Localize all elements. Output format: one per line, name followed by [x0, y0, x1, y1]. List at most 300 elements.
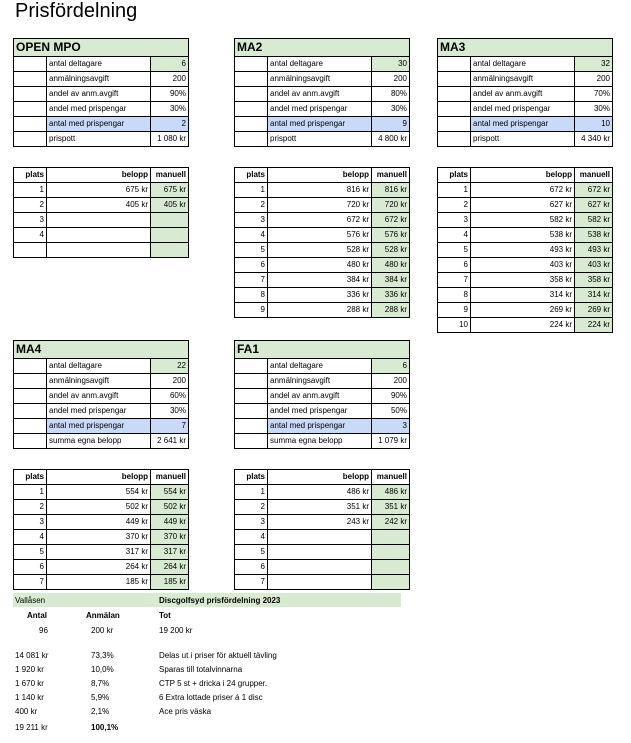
param-row: [438, 57, 613, 72]
param-row: [235, 87, 410, 102]
belopp-cell: [268, 560, 372, 575]
division-block: [234, 38, 410, 318]
plats-cell: 3: [14, 515, 47, 530]
table-row: [14, 575, 189, 590]
param-label: antal deltagare: [268, 57, 372, 72]
summary-line-amount: 14 081 kr: [15, 651, 49, 660]
division-block: [13, 340, 189, 590]
param-row: [235, 57, 410, 72]
col-header-manuell: manuell: [151, 168, 189, 183]
col-header-manuell: manuell: [372, 470, 410, 485]
belopp-cell: [47, 243, 151, 258]
division-params-table: [234, 340, 410, 449]
plats-cell: 5: [235, 243, 268, 258]
pot-label: summa egna belopp: [268, 434, 372, 449]
division-name: MA3: [438, 39, 613, 57]
manuell-cell[interactable]: 816 kr: [372, 183, 410, 198]
param-label: anmälningsavgift: [471, 72, 575, 87]
manuell-cell[interactable]: 351 kr: [372, 500, 410, 515]
plats-cell: 8: [235, 288, 268, 303]
table-row: [235, 258, 410, 273]
param-value[interactable]: 200: [575, 72, 613, 87]
table-row: [438, 228, 613, 243]
manuell-cell[interactable]: 317 kr: [151, 545, 189, 560]
manuell-cell[interactable]: 675 kr: [151, 183, 189, 198]
param-row: [235, 117, 410, 132]
param-row: [14, 102, 189, 117]
table-row: [14, 560, 189, 575]
pot-label: prispott: [471, 132, 575, 147]
manuell-cell[interactable]: [372, 530, 410, 545]
table-row: [235, 228, 410, 243]
belopp-cell: 336 kr: [268, 288, 372, 303]
manuell-cell[interactable]: 480 kr: [372, 258, 410, 273]
division-block: [437, 38, 613, 333]
summary-section: [13, 593, 403, 738]
col-header-belopp: belopp: [47, 470, 151, 485]
manuell-cell[interactable]: 358 kr: [575, 273, 613, 288]
plats-cell: 2: [14, 198, 47, 213]
manuell-cell[interactable]: 288 kr: [372, 303, 410, 318]
plats-cell: 1: [14, 485, 47, 500]
belopp-cell: 528 kr: [268, 243, 372, 258]
belopp-cell: 816 kr: [268, 183, 372, 198]
division-params-table: [13, 340, 189, 449]
param-value[interactable]: 32: [575, 57, 613, 72]
param-row: [14, 389, 189, 404]
manuell-cell[interactable]: [151, 228, 189, 243]
manuell-cell[interactable]: 576 kr: [372, 228, 410, 243]
belopp-cell: [268, 575, 372, 590]
param-row: [235, 389, 410, 404]
table-row: [235, 273, 410, 288]
summary-anmalan-value: 200 kr: [91, 626, 114, 635]
plats-cell: 4: [235, 228, 268, 243]
summary-col-anmalan: Anmälan: [86, 611, 120, 620]
param-value[interactable]: 200: [151, 374, 189, 389]
param-row: [438, 102, 613, 117]
belopp-cell: 224 kr: [471, 318, 575, 333]
pot-value: 4 800 kr: [372, 132, 410, 147]
table-row: [235, 213, 410, 228]
payout-table: [234, 469, 410, 590]
param-row: [438, 72, 613, 87]
param-label: antal med prispengar: [47, 117, 151, 132]
manuell-cell[interactable]: 538 kr: [575, 228, 613, 243]
param-row: [438, 117, 613, 132]
plats-cell: 7: [14, 575, 47, 590]
param-label: andel med prispengar: [47, 404, 151, 419]
belopp-cell: 582 kr: [471, 213, 575, 228]
belopp-cell: 269 kr: [471, 303, 575, 318]
division-name: MA2: [235, 39, 410, 57]
param-value[interactable]: 200: [372, 72, 410, 87]
manuell-cell[interactable]: 627 kr: [575, 198, 613, 213]
belopp-cell: 358 kr: [471, 273, 575, 288]
param-value[interactable]: 10: [575, 117, 613, 132]
plats-cell: 4: [235, 530, 268, 545]
col-header-belopp: belopp: [47, 168, 151, 183]
belopp-cell: 720 kr: [268, 198, 372, 213]
plats-cell: 2: [235, 198, 268, 213]
manuell-cell[interactable]: 384 kr: [372, 273, 410, 288]
table-row: [235, 183, 410, 198]
param-row: [235, 132, 410, 147]
belopp-cell: [268, 545, 372, 560]
belopp-cell: 449 kr: [47, 515, 151, 530]
belopp-cell: 314 kr: [471, 288, 575, 303]
param-label: andel med prispengar: [268, 404, 372, 419]
belopp-cell: 502 kr: [47, 500, 151, 515]
manuell-cell[interactable]: 554 kr: [151, 485, 189, 500]
plats-cell: 5: [438, 243, 471, 258]
col-header-plats: plats: [438, 168, 471, 183]
param-row: [235, 419, 410, 434]
manuell-cell[interactable]: 269 kr: [575, 303, 613, 318]
param-row: [235, 404, 410, 419]
plats-cell: 5: [235, 545, 268, 560]
belopp-cell: 403 kr: [471, 258, 575, 273]
table-row: [235, 560, 410, 575]
summary-line-amount: 1 140 kr: [15, 693, 44, 702]
payout-table: [437, 167, 613, 333]
table-row: [14, 500, 189, 515]
param-label: antal deltagare: [268, 359, 372, 374]
param-label: antal deltagare: [47, 359, 151, 374]
summary-line-amount: 1 920 kr: [15, 665, 44, 674]
plats-cell: 7: [438, 273, 471, 288]
summary-line-desc: 6 Extra lottade priser á 1 disc: [159, 693, 263, 702]
pot-label: summa egna belopp: [47, 434, 151, 449]
plats-cell: 4: [438, 228, 471, 243]
col-header-plats: plats: [14, 168, 47, 183]
table-row: [438, 273, 613, 288]
plats-cell: [14, 243, 47, 258]
manuell-cell[interactable]: 370 kr: [151, 530, 189, 545]
payout-table: [13, 167, 189, 258]
belopp-cell: 486 kr: [268, 485, 372, 500]
pot-value: 4 340 kr: [575, 132, 613, 147]
param-value[interactable]: 30%: [372, 102, 410, 117]
plats-cell: 1: [14, 183, 47, 198]
param-label: andel med prispengar: [268, 102, 372, 117]
page-title: Prisfördelning: [15, 0, 138, 22]
plats-cell: 2: [14, 500, 47, 515]
belopp-cell: 538 kr: [471, 228, 575, 243]
division-block: [13, 38, 189, 258]
summary-total-pct: 100,1%: [91, 723, 119, 732]
plats-cell: 4: [14, 228, 47, 243]
manuell-cell[interactable]: 264 kr: [151, 560, 189, 575]
division-block: [234, 340, 410, 590]
summary-line-desc: CTP 5 st + dricka i 24 grupper.: [159, 679, 268, 688]
summary-line-amount: 1 670 kr: [15, 679, 44, 688]
summary-total-amount: 19 211 kr: [15, 723, 48, 732]
belopp-cell: 317 kr: [47, 545, 151, 560]
param-row: [438, 87, 613, 102]
param-value[interactable]: 30%: [151, 102, 189, 117]
table-row: [14, 530, 189, 545]
plats-cell: 8: [438, 288, 471, 303]
plats-cell: 1: [438, 183, 471, 198]
plats-cell: 7: [235, 575, 268, 590]
param-value[interactable]: 2: [151, 117, 189, 132]
summary-line-pct: 8,7%: [91, 679, 110, 688]
belopp-cell: 405 kr: [47, 198, 151, 213]
param-label: andel av anm.avgift: [47, 389, 151, 404]
plats-cell: 2: [438, 198, 471, 213]
pot-value: 2 641 kr: [151, 434, 189, 449]
param-row: [235, 102, 410, 117]
table-row: [235, 288, 410, 303]
param-label: andel med prispengar: [471, 102, 575, 117]
plats-cell: 6: [14, 560, 47, 575]
param-row: [14, 374, 189, 389]
plats-cell: 3: [14, 213, 47, 228]
summary-venue: Vallåsen: [15, 596, 46, 605]
plats-cell: 6: [235, 560, 268, 575]
summary-tot-value: 19 200 kr: [159, 626, 193, 635]
plats-cell: 10: [438, 318, 471, 333]
plats-cell: 6: [438, 258, 471, 273]
table-row: [438, 318, 613, 333]
belopp-cell: 243 kr: [268, 515, 372, 530]
param-row: [235, 359, 410, 374]
belopp-cell: 554 kr: [47, 485, 151, 500]
table-row: [438, 198, 613, 213]
summary-line-pct: 73,3%: [91, 651, 114, 660]
param-label: andel av anm.avgift: [268, 87, 372, 102]
param-label: andel av anm.avgift: [268, 389, 372, 404]
plats-cell: 4: [14, 530, 47, 545]
manuell-cell[interactable]: 493 kr: [575, 243, 613, 258]
summary-antal-value: 96: [39, 626, 48, 635]
table-row: [14, 545, 189, 560]
col-header-belopp: belopp: [268, 470, 372, 485]
param-row: [14, 72, 189, 87]
belopp-cell: 627 kr: [471, 198, 575, 213]
col-header-plats: plats: [235, 168, 268, 183]
param-label: antal med prispengar: [471, 117, 575, 132]
param-label: antal deltagare: [47, 57, 151, 72]
manuell-cell[interactable]: 502 kr: [151, 500, 189, 515]
param-label: antal med prispengar: [47, 419, 151, 434]
manuell-cell[interactable]: 486 kr: [372, 485, 410, 500]
param-value[interactable]: 9: [372, 117, 410, 132]
table-row: [235, 243, 410, 258]
col-header-manuell: manuell: [151, 470, 189, 485]
param-value[interactable]: 80%: [372, 87, 410, 102]
param-label: anmälningsavgift: [47, 374, 151, 389]
param-label: andel med prispengar: [47, 102, 151, 117]
summary-line-pct: 5,9%: [91, 693, 110, 702]
table-row: [235, 198, 410, 213]
belopp-cell: 288 kr: [268, 303, 372, 318]
col-header-belopp: belopp: [268, 168, 372, 183]
param-label: anmälningsavgift: [268, 374, 372, 389]
division-name: FA1: [235, 341, 410, 359]
param-label: anmälningsavgift: [268, 72, 372, 87]
division-params-table: [13, 38, 189, 147]
param-value[interactable]: 50%: [372, 404, 410, 419]
param-row: [14, 404, 189, 419]
manuell-cell[interactable]: 224 kr: [575, 318, 613, 333]
table-row: [438, 303, 613, 318]
table-row: [438, 243, 613, 258]
table-row: [14, 485, 189, 500]
manuell-cell[interactable]: 582 kr: [575, 213, 613, 228]
belopp-cell: 351 kr: [268, 500, 372, 515]
belopp-cell: 384 kr: [268, 273, 372, 288]
plats-cell: 2: [235, 500, 268, 515]
manuell-cell[interactable]: 528 kr: [372, 243, 410, 258]
param-row: [14, 57, 189, 72]
manuell-cell[interactable]: [372, 575, 410, 590]
table-row: [235, 530, 410, 545]
param-value[interactable]: 200: [372, 374, 410, 389]
manuell-cell[interactable]: 449 kr: [151, 515, 189, 530]
division-name: OPEN MPO: [14, 39, 189, 57]
summary-col-antal: Antal: [27, 611, 47, 620]
table-row: [438, 288, 613, 303]
plats-cell: 3: [438, 213, 471, 228]
belopp-cell: 370 kr: [47, 530, 151, 545]
param-value[interactable]: 90%: [372, 389, 410, 404]
param-label: antal med prispengar: [268, 419, 372, 434]
pot-value: 1 079 kr: [372, 434, 410, 449]
param-row: [438, 132, 613, 147]
division-params-table: [234, 38, 410, 147]
belopp-cell: 672 kr: [471, 183, 575, 198]
plats-cell: 9: [438, 303, 471, 318]
table-row: [235, 545, 410, 560]
payout-table: [234, 167, 410, 318]
param-row: [235, 374, 410, 389]
param-value[interactable]: 3: [372, 419, 410, 434]
manuell-cell[interactable]: 403 kr: [575, 258, 613, 273]
pot-label: prispott: [268, 132, 372, 147]
manuell-cell[interactable]: 672 kr: [372, 213, 410, 228]
table-row: [438, 258, 613, 273]
manuell-cell[interactable]: 314 kr: [575, 288, 613, 303]
summary-line-pct: 10,0%: [91, 665, 114, 674]
table-row: [14, 183, 189, 198]
belopp-cell: 185 kr: [47, 575, 151, 590]
param-row: [235, 434, 410, 449]
summary-line-desc: Sparas till totalvinnarna: [159, 665, 243, 674]
param-value[interactable]: 30: [372, 57, 410, 72]
plats-cell: 6: [235, 258, 268, 273]
param-value[interactable]: 60%: [151, 389, 189, 404]
pot-value: 1 080 kr: [151, 132, 189, 147]
plats-cell: 5: [14, 545, 47, 560]
param-label: antal med prispengar: [268, 117, 372, 132]
table-row: [14, 228, 189, 243]
param-value[interactable]: 7: [151, 419, 189, 434]
col-header-manuell: manuell: [575, 168, 613, 183]
summary-col-tot: Tot: [159, 611, 171, 620]
param-row: [14, 132, 189, 147]
table-row: [235, 575, 410, 590]
table-row: [14, 515, 189, 530]
param-label: anmälningsavgift: [47, 72, 151, 87]
belopp-cell: [47, 213, 151, 228]
table-row: [235, 303, 410, 318]
manuell-cell[interactable]: 185 kr: [151, 575, 189, 590]
belopp-cell: 672 kr: [268, 213, 372, 228]
param-row: [14, 359, 189, 374]
col-header-plats: plats: [14, 470, 47, 485]
table-row: [438, 183, 613, 198]
division-name: MA4: [14, 341, 189, 359]
pot-label: prispott: [47, 132, 151, 147]
manuell-cell[interactable]: [372, 560, 410, 575]
manuell-cell[interactable]: 672 kr: [575, 183, 613, 198]
param-value[interactable]: 22: [151, 359, 189, 374]
summary-line-pct: 2,1%: [91, 707, 110, 716]
belopp-cell: [268, 530, 372, 545]
manuell-cell[interactable]: 242 kr: [372, 515, 410, 530]
col-header-belopp: belopp: [471, 168, 575, 183]
belopp-cell: 675 kr: [47, 183, 151, 198]
col-header-manuell: manuell: [372, 168, 410, 183]
table-row: [438, 213, 613, 228]
summary-heading: Discgolfsyd prisfördelning 2023: [159, 596, 281, 605]
param-row: [14, 87, 189, 102]
manuell-cell[interactable]: [151, 213, 189, 228]
param-row: [14, 434, 189, 449]
table-row: [235, 515, 410, 530]
param-value[interactable]: 6: [151, 57, 189, 72]
plats-cell: 7: [235, 273, 268, 288]
param-label: andel av anm.avgift: [47, 87, 151, 102]
param-value[interactable]: 90%: [151, 87, 189, 102]
belopp-cell: 480 kr: [268, 258, 372, 273]
manuell-cell[interactable]: [151, 243, 189, 258]
plats-cell: 1: [235, 183, 268, 198]
belopp-cell: 264 kr: [47, 560, 151, 575]
param-value[interactable]: 6: [372, 359, 410, 374]
payout-table: [13, 469, 189, 590]
table-row: [235, 500, 410, 515]
summary-line-desc: Ace pris väska: [159, 707, 212, 716]
param-value[interactable]: 30%: [575, 102, 613, 117]
manuell-cell[interactable]: [372, 545, 410, 560]
param-label: andel av anm.avgift: [471, 87, 575, 102]
param-value[interactable]: 200: [151, 72, 189, 87]
table-row: [14, 198, 189, 213]
belopp-cell: [47, 228, 151, 243]
param-value[interactable]: 70%: [575, 87, 613, 102]
plats-cell: 9: [235, 303, 268, 318]
plats-cell: 1: [235, 485, 268, 500]
belopp-cell: 576 kr: [268, 228, 372, 243]
manuell-cell[interactable]: 405 kr: [151, 198, 189, 213]
table-row: [14, 243, 189, 258]
table-row: [14, 213, 189, 228]
manuell-cell[interactable]: 720 kr: [372, 198, 410, 213]
manuell-cell[interactable]: 336 kr: [372, 288, 410, 303]
param-value[interactable]: 30%: [151, 404, 189, 419]
division-params-table: [437, 38, 613, 147]
plats-cell: 3: [235, 515, 268, 530]
param-row: [235, 72, 410, 87]
belopp-cell: 493 kr: [471, 243, 575, 258]
param-label: antal deltagare: [471, 57, 575, 72]
col-header-plats: plats: [235, 470, 268, 485]
plats-cell: 3: [235, 213, 268, 228]
param-row: [14, 419, 189, 434]
